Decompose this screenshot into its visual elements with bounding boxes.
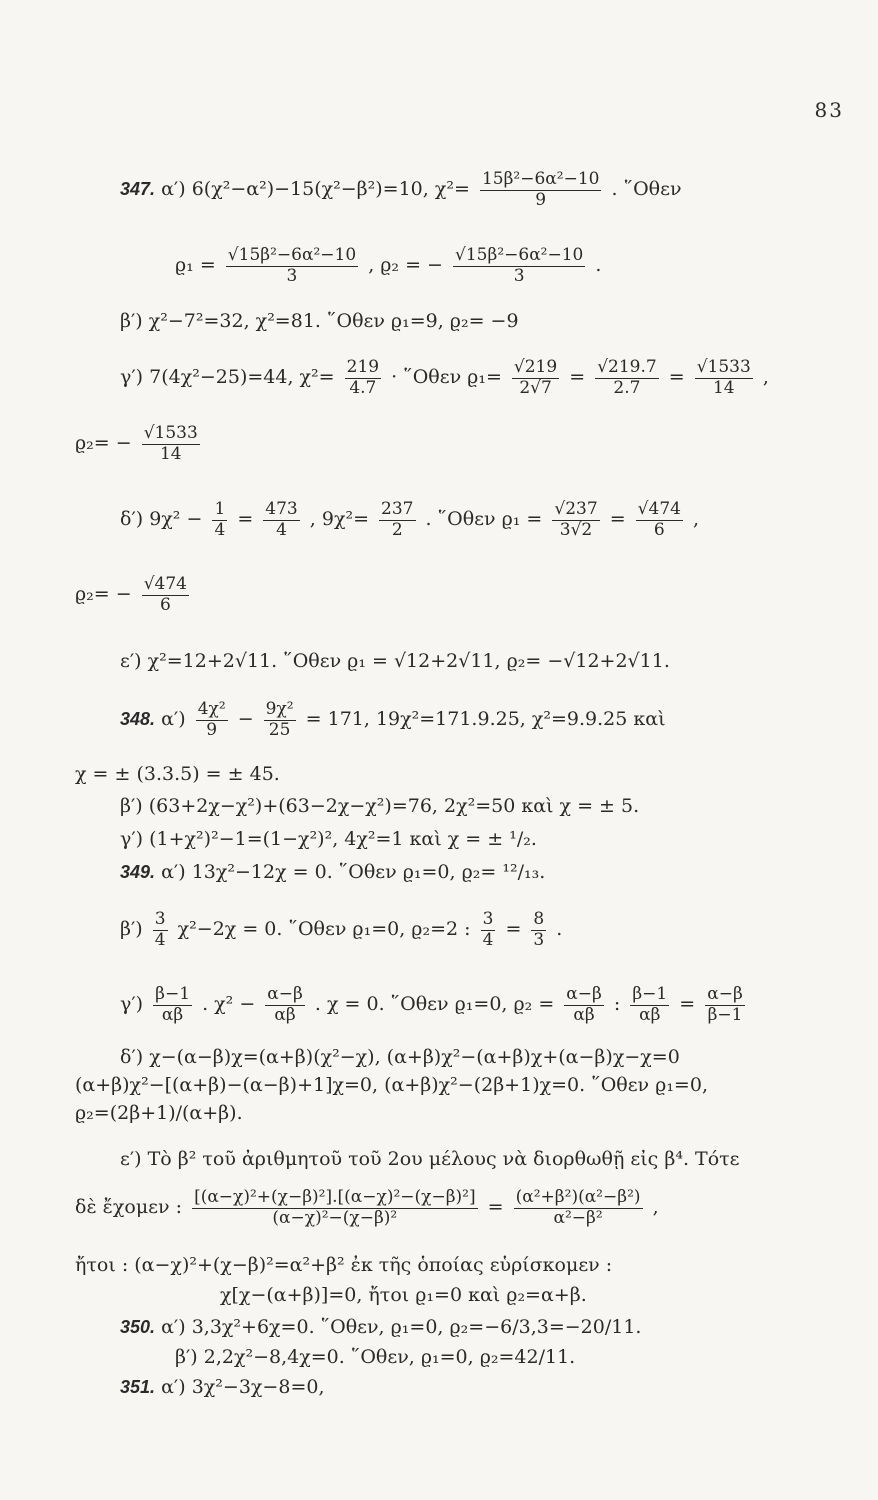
line-348b: β′) (63+2χ−χ²)+(63−2χ−χ²)=76, 2χ²=50 καὶ χ = ± 5. xyxy=(120,795,640,817)
line-349e-result: χ[χ−(α+β)]=0, ἤτοι ϱ₁=0 καὶ ϱ₂=α+β. xyxy=(220,1284,587,1306)
line-350b: β′) 2,2χ²−8,4χ=0. ῞Οθεν, ϱ₁=0, ϱ₂=42/11. xyxy=(175,1346,576,1368)
line-347b: β′) χ²−7²=32, χ²=81. ῞Οθεν ϱ₁=9, ϱ₂= −9 xyxy=(120,310,519,332)
line-349e: ε′) Τὸ β² τοῦ ἀριθμητοῦ τοῦ 2ου μέλους νὰ διορθωθῇ εἰς β⁴. Τότε xyxy=(120,1148,740,1170)
line-348a-cont: χ = ± (3.3.5) = ± 45. xyxy=(75,763,280,785)
line-347a: 347. α′) 6(χ²−α²)−15(χ²−β²)=10, χ²= $\frac{\text{15β²−6α²−10}}{9}$ . ῞Οθεν xyxy=(120,169,682,210)
line-349e-eq: δὲ ἔχομεν : $\frac{\text{[(α−χ)²+(χ−β)²].[(α−χ)²−(χ−β)²]}}{\text{(α−χ)²−(χ−β)²}}$ = $\frac{\text{(α²+β²)(α²−β²)}}{\text{α²−β²}}$ , xyxy=(75,1187,659,1228)
line-347e: ε′) χ²=12+2√11. ῞Οθεν ϱ₁ = √12+2√11, ϱ₂= −√12+2√11. xyxy=(120,650,670,672)
line-348a: 348. α′) $\frac{\text{4χ²}}{9}$ − $\frac{\text{9χ²}}{25}$ = 171, 19χ²=171.9.25, χ²=9.9.25 καὶ xyxy=(120,699,666,740)
line-349d-cont: (α+β)χ²−[(α+β)−(α−β)+1]χ=0, (α+β)χ²−(2β+1)χ=0. ῞Οθεν ϱ₁=0, xyxy=(75,1074,708,1096)
line-349b: β′) $\frac{3}{4}$ χ²−2χ = 0. ῞Οθεν ϱ₁=0, ϱ₂=2 : $\frac{3}{4}$ = $\frac{8}{3}$ . xyxy=(120,909,563,950)
page-number: 83 xyxy=(814,98,844,122)
line-347d-root2: ϱ₂= − $\frac{√474}{6}$ xyxy=(75,574,187,615)
line-350a: 350. α′) 3,3χ²+6χ=0. ῞Οθεν, ϱ₁=0, ϱ₂=−6/3,3=−20/11. xyxy=(120,1316,642,1338)
line-347c-root2: ϱ₂= − $\frac{√1533}{14}$ xyxy=(75,423,198,464)
line-348c: γ′) (1+χ²)²−1=(1−χ²)², 4χ²=1 καὶ χ = ± ¹/₂. xyxy=(120,828,537,850)
line-349d-result: ϱ₂=(2β+1)/(α+β). xyxy=(75,1102,243,1124)
line-347d: δ′) 9χ² − $\frac{1}{4}$ = $\frac{473}{4}$ , 9χ²= $\frac{237}{2}$ . ῞Οθεν ϱ₁ = $\frac{√237}{3√2}$ = $\frac{√474}{6}$ , xyxy=(120,499,700,540)
line-349c: γ′) $\frac{\beta-1}{\alpha\beta}$ . χ² − $\frac{\alpha-\beta}{\alpha\beta}$ . χ = 0. ῞Οθεν ϱ₁=0, ϱ₂ = $\frac{\alpha-\beta}{\alpha\beta}$ : $\frac{\beta-1}{\alpha\beta}$ = $\frac{\alpha-\beta}{\beta-1}$ xyxy=(120,984,743,1025)
line-347a-roots: ϱ₁ = $\frac{\text{√15β²−6α²−10}}{3}$ , ϱ₂ = − $\frac{\text{√15β²−6α²−10}}{3}$ . xyxy=(175,245,602,286)
line-347c: γ′) 7(4χ²−25)=44, χ²= $\frac{219}{4.7}$ · ῞Οθεν ϱ₁= $\frac{√219}{2√7}$ = $\frac{√219.7}{2.7}$ = $\frac{√1533}{14}$ , xyxy=(120,357,769,398)
line-349e-cont: ἤτοι : (α−χ)²+(χ−β)²=α²+β² ἐκ τῆς ὁποίας εὑρίσκομεν : xyxy=(75,1254,613,1276)
line-351a: 351. α′) 3χ²−3χ−8=0, xyxy=(120,1376,325,1398)
line-349a: 349. α′) 13χ²−12χ = 0. ῞Οθεν ϱ₁=0, ϱ₂= ¹²/₁₃. xyxy=(120,861,546,883)
line-349d: δ′) χ−(α−β)χ=(α+β)(χ²−χ), (α+β)χ²−(α+β)χ+(α−β)χ−χ=0 xyxy=(120,1046,680,1068)
